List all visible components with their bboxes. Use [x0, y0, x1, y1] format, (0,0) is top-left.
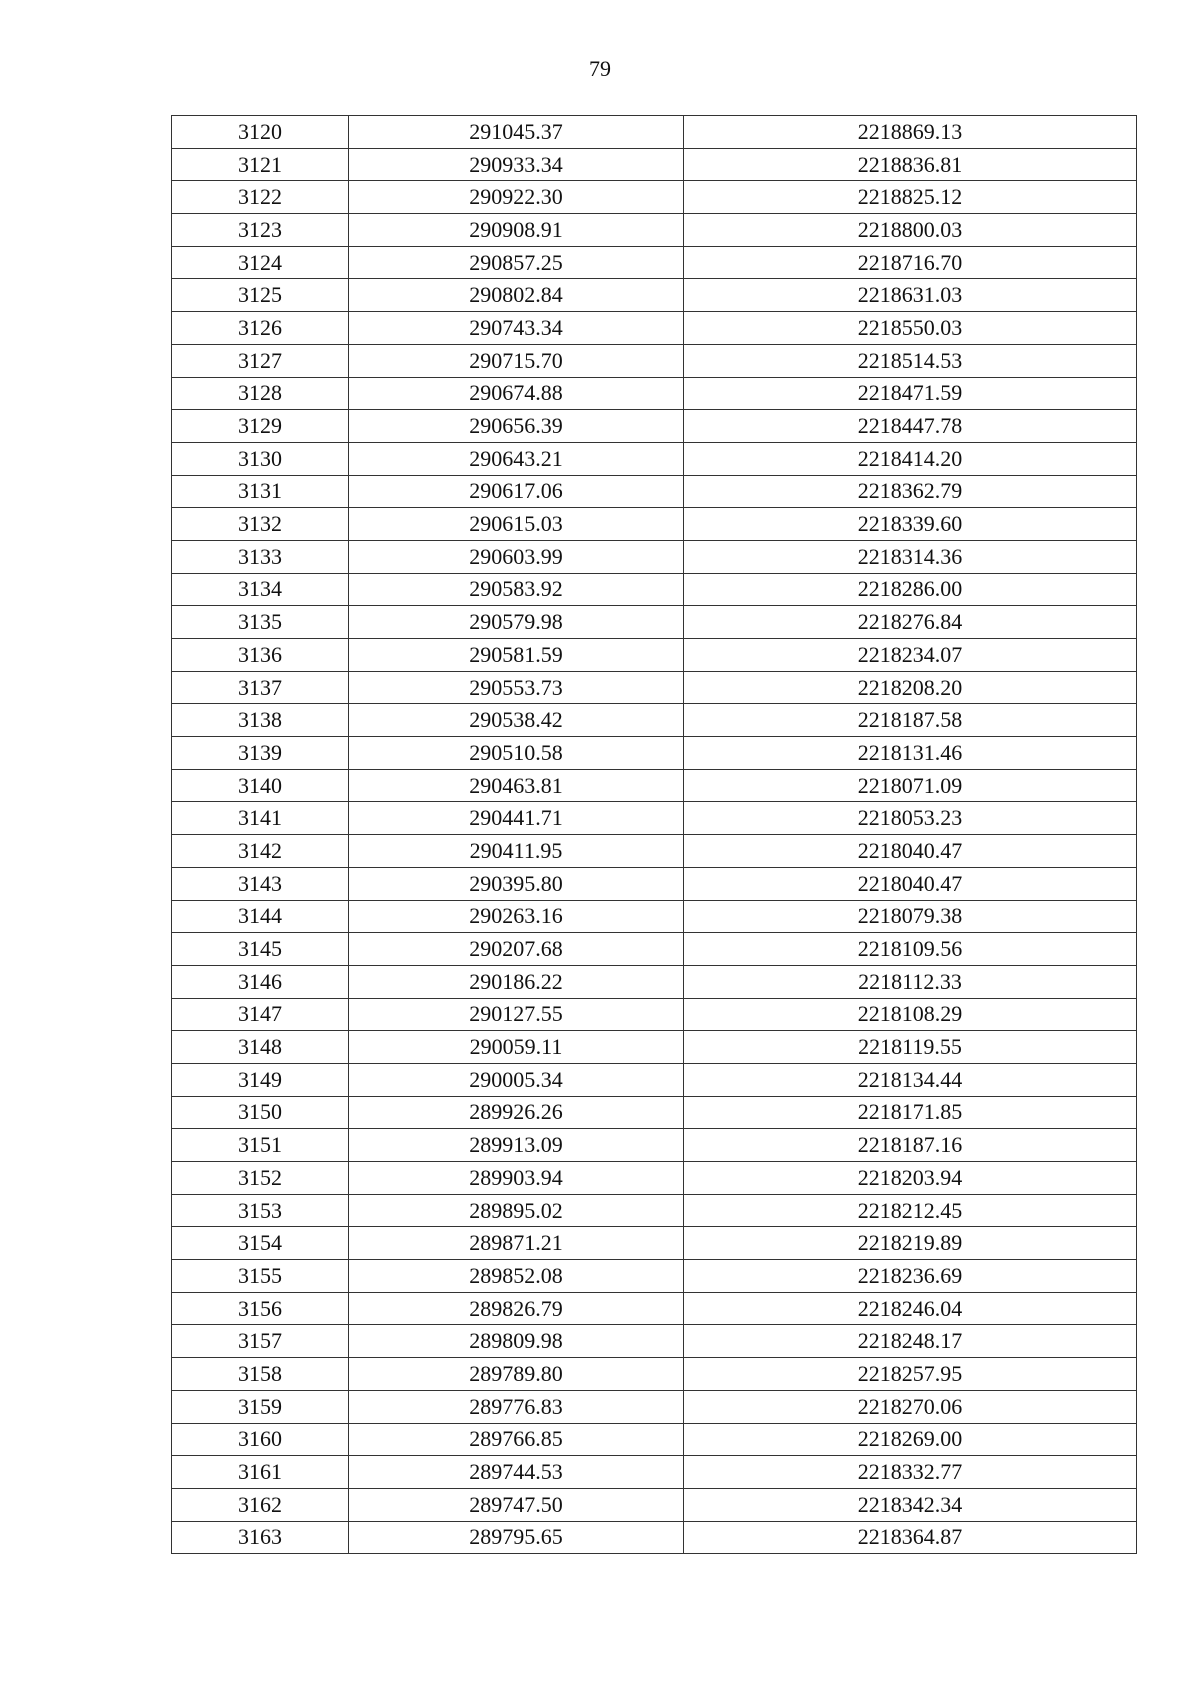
y-coordinate-cell: 2218108.29	[684, 998, 1137, 1031]
table-row	[172, 769, 1137, 802]
y-coordinate-cell: 2218119.55	[684, 1031, 1137, 1064]
y-coordinate-cell: 2218248.17	[684, 1325, 1137, 1358]
point-number-cell: 3160	[172, 1423, 349, 1456]
y-coordinate-cell: 2218171.85	[684, 1096, 1137, 1129]
y-coordinate-cell: 2218219.89	[684, 1227, 1137, 1260]
table-row	[172, 1162, 1137, 1195]
y-coordinate-cell: 2218131.46	[684, 737, 1137, 770]
table-row	[172, 1423, 1137, 1456]
point-number-cell: 3127	[172, 344, 349, 377]
point-number-cell: 3134	[172, 573, 349, 606]
table-row	[172, 148, 1137, 181]
x-coordinate-cell: 289871.21	[349, 1227, 684, 1260]
table-row	[172, 312, 1137, 345]
y-coordinate-cell: 2218716.70	[684, 246, 1137, 279]
x-coordinate-cell: 289852.08	[349, 1260, 684, 1293]
point-number-cell: 3131	[172, 475, 349, 508]
x-coordinate-cell: 289747.50	[349, 1488, 684, 1521]
x-coordinate-cell: 290538.42	[349, 704, 684, 737]
y-coordinate-cell: 2218447.78	[684, 410, 1137, 443]
x-coordinate-cell: 289826.79	[349, 1292, 684, 1325]
point-number-cell: 3123	[172, 214, 349, 247]
point-number-cell: 3154	[172, 1227, 349, 1260]
y-coordinate-cell: 2218234.07	[684, 639, 1137, 672]
table-row	[172, 475, 1137, 508]
table-row	[172, 508, 1137, 541]
y-coordinate-cell: 2218414.20	[684, 442, 1137, 475]
point-number-cell: 3122	[172, 181, 349, 214]
point-number-cell: 3144	[172, 900, 349, 933]
table-row	[172, 246, 1137, 279]
table-row	[172, 671, 1137, 704]
table-row	[172, 737, 1137, 770]
table-row	[172, 1096, 1137, 1129]
y-coordinate-cell: 2218236.69	[684, 1260, 1137, 1293]
table-row	[172, 835, 1137, 868]
x-coordinate-cell: 289809.98	[349, 1325, 684, 1358]
point-number-cell: 3149	[172, 1063, 349, 1096]
x-coordinate-cell: 289744.53	[349, 1456, 684, 1489]
y-coordinate-cell: 2218514.53	[684, 344, 1137, 377]
x-coordinate-cell: 290715.70	[349, 344, 684, 377]
y-coordinate-cell: 2218825.12	[684, 181, 1137, 214]
x-coordinate-cell: 290411.95	[349, 835, 684, 868]
x-coordinate-cell: 289795.65	[349, 1521, 684, 1554]
point-number-cell: 3148	[172, 1031, 349, 1064]
y-coordinate-cell: 2218269.00	[684, 1423, 1137, 1456]
x-coordinate-cell: 290395.80	[349, 867, 684, 900]
point-number-cell: 3140	[172, 769, 349, 802]
x-coordinate-cell: 290463.81	[349, 769, 684, 802]
point-number-cell: 3159	[172, 1390, 349, 1423]
point-number-cell: 3156	[172, 1292, 349, 1325]
x-coordinate-cell: 290553.73	[349, 671, 684, 704]
y-coordinate-cell: 2218314.36	[684, 540, 1137, 573]
table-row	[172, 540, 1137, 573]
y-coordinate-cell: 2218208.20	[684, 671, 1137, 704]
x-coordinate-cell: 290441.71	[349, 802, 684, 835]
x-coordinate-cell: 289903.94	[349, 1162, 684, 1195]
table-row	[172, 344, 1137, 377]
x-coordinate-cell: 290908.91	[349, 214, 684, 247]
coordinates-table	[171, 115, 1137, 1554]
table-row	[172, 802, 1137, 835]
y-coordinate-cell: 2218286.00	[684, 573, 1137, 606]
table-row	[172, 279, 1137, 312]
table-row	[172, 704, 1137, 737]
table-row	[172, 1031, 1137, 1064]
y-coordinate-cell: 2218550.03	[684, 312, 1137, 345]
point-number-cell: 3128	[172, 377, 349, 410]
table-row	[172, 214, 1137, 247]
point-number-cell: 3153	[172, 1194, 349, 1227]
x-coordinate-cell: 291045.37	[349, 116, 684, 149]
y-coordinate-cell: 2218332.77	[684, 1456, 1137, 1489]
point-number-cell: 3163	[172, 1521, 349, 1554]
point-number-cell: 3132	[172, 508, 349, 541]
x-coordinate-cell: 290603.99	[349, 540, 684, 573]
y-coordinate-cell: 2218342.34	[684, 1488, 1137, 1521]
y-coordinate-cell: 2218071.09	[684, 769, 1137, 802]
y-coordinate-cell: 2218471.59	[684, 377, 1137, 410]
page-number: 79	[589, 56, 611, 81]
point-number-cell: 3125	[172, 279, 349, 312]
y-coordinate-cell: 2218631.03	[684, 279, 1137, 312]
point-number-cell: 3147	[172, 998, 349, 1031]
table-row	[172, 1129, 1137, 1162]
point-number-cell: 3136	[172, 639, 349, 672]
y-coordinate-cell: 2218040.47	[684, 867, 1137, 900]
point-number-cell: 3124	[172, 246, 349, 279]
point-number-cell: 3151	[172, 1129, 349, 1162]
y-coordinate-cell: 2218246.04	[684, 1292, 1137, 1325]
table-row	[172, 1194, 1137, 1227]
y-coordinate-cell: 2218339.60	[684, 508, 1137, 541]
point-number-cell: 3158	[172, 1358, 349, 1391]
point-number-cell: 3137	[172, 671, 349, 704]
table-row	[172, 900, 1137, 933]
x-coordinate-cell: 290674.88	[349, 377, 684, 410]
x-coordinate-cell: 289913.09	[349, 1129, 684, 1162]
table-row	[172, 181, 1137, 214]
x-coordinate-cell: 290263.16	[349, 900, 684, 933]
table-row	[172, 965, 1137, 998]
table-row	[172, 867, 1137, 900]
x-coordinate-cell: 290617.06	[349, 475, 684, 508]
point-number-cell: 3130	[172, 442, 349, 475]
table-row	[172, 1521, 1137, 1554]
coordinates-table-body	[172, 116, 1137, 1554]
x-coordinate-cell: 290510.58	[349, 737, 684, 770]
point-number-cell: 3141	[172, 802, 349, 835]
y-coordinate-cell: 2218053.23	[684, 802, 1137, 835]
y-coordinate-cell: 2218362.79	[684, 475, 1137, 508]
x-coordinate-cell: 290922.30	[349, 181, 684, 214]
y-coordinate-cell: 2218276.84	[684, 606, 1137, 639]
table-row	[172, 1063, 1137, 1096]
y-coordinate-cell: 2218212.45	[684, 1194, 1137, 1227]
point-number-cell: 3138	[172, 704, 349, 737]
table-row	[172, 1488, 1137, 1521]
x-coordinate-cell: 289766.85	[349, 1423, 684, 1456]
y-coordinate-cell: 2218869.13	[684, 116, 1137, 149]
y-coordinate-cell: 2218187.58	[684, 704, 1137, 737]
point-number-cell: 3126	[172, 312, 349, 345]
x-coordinate-cell: 290743.34	[349, 312, 684, 345]
point-number-cell: 3152	[172, 1162, 349, 1195]
y-coordinate-cell: 2218836.81	[684, 148, 1137, 181]
point-number-cell: 3133	[172, 540, 349, 573]
x-coordinate-cell: 289926.26	[349, 1096, 684, 1129]
y-coordinate-cell: 2218109.56	[684, 933, 1137, 966]
x-coordinate-cell: 289776.83	[349, 1390, 684, 1423]
table-row	[172, 377, 1137, 410]
y-coordinate-cell: 2218270.06	[684, 1390, 1137, 1423]
x-coordinate-cell: 289895.02	[349, 1194, 684, 1227]
y-coordinate-cell: 2218040.47	[684, 835, 1137, 868]
x-coordinate-cell: 290656.39	[349, 410, 684, 443]
x-coordinate-cell: 290802.84	[349, 279, 684, 312]
table-row	[172, 116, 1137, 149]
table-row	[172, 442, 1137, 475]
x-coordinate-cell: 290857.25	[349, 246, 684, 279]
x-coordinate-cell: 290933.34	[349, 148, 684, 181]
point-number-cell: 3146	[172, 965, 349, 998]
x-coordinate-cell: 290059.11	[349, 1031, 684, 1064]
table-row	[172, 573, 1137, 606]
table-row	[172, 1358, 1137, 1391]
x-coordinate-cell: 290186.22	[349, 965, 684, 998]
point-number-cell: 3143	[172, 867, 349, 900]
x-coordinate-cell: 290583.92	[349, 573, 684, 606]
table-row	[172, 1227, 1137, 1260]
x-coordinate-cell: 290581.59	[349, 639, 684, 672]
y-coordinate-cell: 2218257.95	[684, 1358, 1137, 1391]
point-number-cell: 3162	[172, 1488, 349, 1521]
x-coordinate-cell: 289789.80	[349, 1358, 684, 1391]
point-number-cell: 3157	[172, 1325, 349, 1358]
x-coordinate-cell: 290579.98	[349, 606, 684, 639]
x-coordinate-cell: 290005.34	[349, 1063, 684, 1096]
point-number-cell: 3139	[172, 737, 349, 770]
point-number-cell: 3142	[172, 835, 349, 868]
point-number-cell: 3155	[172, 1260, 349, 1293]
table-row	[172, 606, 1137, 639]
x-coordinate-cell: 290615.03	[349, 508, 684, 541]
y-coordinate-cell: 2218364.87	[684, 1521, 1137, 1554]
x-coordinate-cell: 290207.68	[349, 933, 684, 966]
point-number-cell: 3150	[172, 1096, 349, 1129]
y-coordinate-cell: 2218800.03	[684, 214, 1137, 247]
y-coordinate-cell: 2218134.44	[684, 1063, 1137, 1096]
y-coordinate-cell: 2218203.94	[684, 1162, 1137, 1195]
table-row	[172, 1390, 1137, 1423]
x-coordinate-cell: 290127.55	[349, 998, 684, 1031]
table-row	[172, 410, 1137, 443]
y-coordinate-cell: 2218112.33	[684, 965, 1137, 998]
table-row	[172, 1456, 1137, 1489]
point-number-cell: 3161	[172, 1456, 349, 1489]
point-number-cell: 3121	[172, 148, 349, 181]
table-row	[172, 1292, 1137, 1325]
point-number-cell: 3129	[172, 410, 349, 443]
point-number-cell: 3120	[172, 116, 349, 149]
point-number-cell: 3145	[172, 933, 349, 966]
table-row	[172, 1325, 1137, 1358]
table-row	[172, 998, 1137, 1031]
x-coordinate-cell: 290643.21	[349, 442, 684, 475]
table-row	[172, 1260, 1137, 1293]
y-coordinate-cell: 2218187.16	[684, 1129, 1137, 1162]
table-row	[172, 933, 1137, 966]
point-number-cell: 3135	[172, 606, 349, 639]
table-row	[172, 639, 1137, 672]
y-coordinate-cell: 2218079.38	[684, 900, 1137, 933]
